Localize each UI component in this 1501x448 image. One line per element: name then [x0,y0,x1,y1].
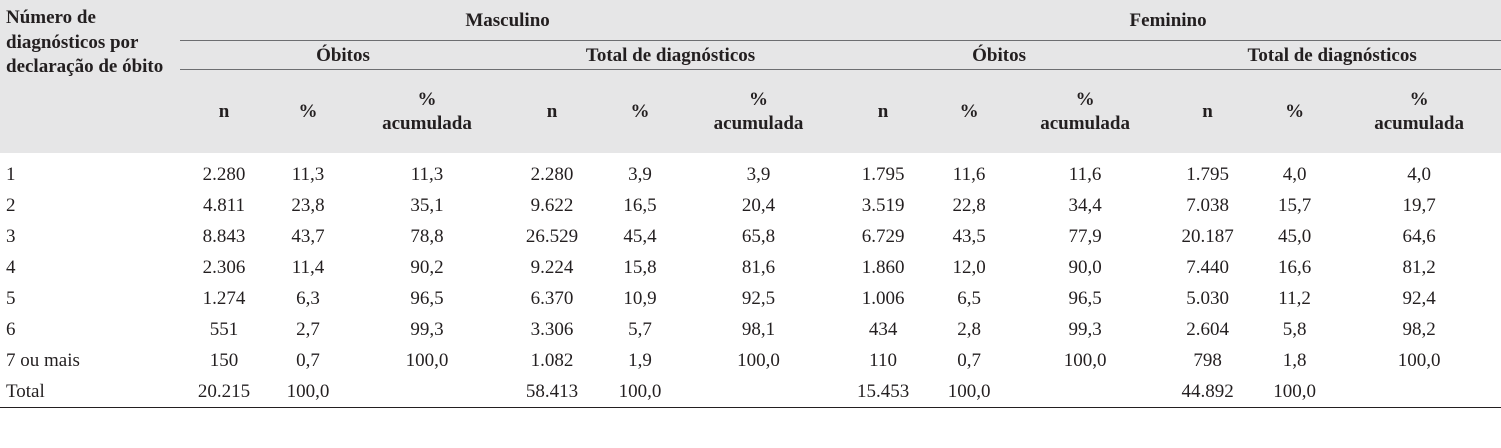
corner-header: Número de diagnósticos por declaração de óbito [0,0,180,153]
subgroup-header: Óbitos [180,41,506,70]
row-label: 5 [0,283,180,314]
table-cell: 1.082 [506,345,598,376]
table-cell: 20.215 [180,376,268,408]
table-row [0,314,1501,345]
table-cell: 43,5 [931,221,1007,252]
column-header: % acumulada [382,88,472,134]
table-cell: 2,8 [931,314,1007,345]
table-cell: 65,8 [682,221,835,252]
table-cell: 3.306 [506,314,598,345]
table-row [0,252,1501,283]
table-cell: 100,0 [1337,345,1501,376]
table-cell: 7.440 [1163,252,1252,283]
table-cell: 434 [835,314,931,345]
column-header: % [630,101,650,122]
table-cell: 3,9 [598,153,682,190]
column-header: n [1202,101,1213,122]
table-cell: 798 [1163,345,1252,376]
column-header: n [546,101,558,122]
group-header-masculino: Masculino [180,0,835,41]
table-cell: 1.860 [835,252,931,283]
table-cell: 92,5 [682,283,835,314]
table-cell: 19,7 [1337,190,1501,221]
table-cell: 100,0 [931,376,1007,408]
subgroup-header: Óbitos [835,41,1163,70]
table-cell: 2.280 [506,153,598,190]
table-cell [1007,376,1163,408]
table-cell: 23,8 [268,190,348,221]
table-cell: 2.280 [180,153,268,190]
table-cell: 2.306 [180,252,268,283]
table-cell: 99,3 [1007,314,1163,345]
row-label: 1 [0,153,180,190]
table-cell: 1.795 [835,153,931,190]
table-cell: 100,0 [1252,376,1337,408]
table-cell [348,376,506,408]
column-header: n [218,101,230,122]
table-cell: 34,4 [1007,190,1163,221]
table-cell: 110 [835,345,931,376]
table-cell: 22,8 [931,190,1007,221]
subgroup-header: Total de diagnósticos [1163,41,1501,70]
table-cell: 5.030 [1163,283,1252,314]
table-cell: 9.622 [506,190,598,221]
table-cell: 5,7 [598,314,682,345]
table-cell: 6.729 [835,221,931,252]
table-cell: 1,8 [1252,345,1337,376]
table-cell: 90,2 [348,252,506,283]
table-cell: 11,3 [348,153,506,190]
table-cell: 1.006 [835,283,931,314]
table-cell: 81,6 [682,252,835,283]
table-cell: 45,0 [1252,221,1337,252]
table-cell: 6.370 [506,283,598,314]
row-label: 3 [0,221,180,252]
table-cell: 6,3 [268,283,348,314]
table-cell: 11,6 [1007,153,1163,190]
table-cell: 98,1 [682,314,835,345]
column-header: n [877,101,889,122]
table-row [0,376,1501,408]
table-cell: 11,6 [931,153,1007,190]
table-cell: 0,7 [931,345,1007,376]
table-cell: 98,2 [1337,314,1501,345]
table-cell: 81,2 [1337,252,1501,283]
table-cell: 10,9 [598,283,682,314]
table-cell: 11,2 [1252,283,1337,314]
table-cell: 4,0 [1337,153,1501,190]
table-cell: 35,1 [348,190,506,221]
table-cell: 15.453 [835,376,931,408]
table-cell: 100,0 [268,376,348,408]
table-cell: 100,0 [1007,345,1163,376]
table-cell: 16,5 [598,190,682,221]
table-cell: 7.038 [1163,190,1252,221]
subgroup-header: Total de diagnósticos [506,41,835,70]
row-label: 4 [0,252,180,283]
table-cell: 15,8 [598,252,682,283]
table-cell: 3,9 [682,153,835,190]
table-cell: 9.224 [506,252,598,283]
table-cell: 20,4 [682,190,835,221]
table-cell: 4.811 [180,190,268,221]
table-cell: 12,0 [931,252,1007,283]
column-header-row [0,70,1501,154]
table-cell: 15,7 [1252,190,1337,221]
table-cell: 1,9 [598,345,682,376]
column-header: % acumulada [713,88,804,134]
table-cell: 100,0 [682,345,835,376]
table-cell: 96,5 [348,283,506,314]
table-row [0,221,1501,252]
table-cell: 58.413 [506,376,598,408]
table-cell: 100,0 [598,376,682,408]
table-cell [682,376,835,408]
column-header: % acumulada [1040,88,1130,134]
table-row [0,190,1501,221]
table-cell: 2.604 [1163,314,1252,345]
table-cell: 1.795 [1163,153,1252,190]
table-cell: 16,6 [1252,252,1337,283]
table-cell: 551 [180,314,268,345]
table-cell [1337,376,1501,408]
table-cell: 8.843 [180,221,268,252]
column-header: % [1285,101,1305,122]
table-cell: 4,0 [1252,153,1337,190]
table-cell: 11,3 [268,153,348,190]
table-cell: 26.529 [506,221,598,252]
row-label: 2 [0,190,180,221]
row-label: Total [0,376,180,408]
table-cell: 96,5 [1007,283,1163,314]
table-cell: 6,5 [931,283,1007,314]
table-cell: 0,7 [268,345,348,376]
table-cell: 77,9 [1007,221,1163,252]
column-header: % acumulada [1374,88,1464,134]
row-label: 6 [0,314,180,345]
table-cell: 20.187 [1163,221,1252,252]
table-cell: 3.519 [835,190,931,221]
table-cell: 43,7 [268,221,348,252]
row-label: 7 ou mais [0,345,180,376]
column-header: % [959,101,979,122]
table-cell: 78,8 [348,221,506,252]
table-cell: 45,4 [598,221,682,252]
table-cell: 44.892 [1163,376,1252,408]
table-cell: 11,4 [268,252,348,283]
table-cell: 150 [180,345,268,376]
table-cell: 100,0 [348,345,506,376]
table-cell: 92,4 [1337,283,1501,314]
table-row [0,345,1501,376]
column-header: % [298,101,318,122]
table-cell: 64,6 [1337,221,1501,252]
table-cell: 99,3 [348,314,506,345]
table-body [0,153,1501,408]
table-row [0,283,1501,314]
table-cell: 5,8 [1252,314,1337,345]
table-cell: 2,7 [268,314,348,345]
table-cell: 90,0 [1007,252,1163,283]
group-header-feminino: Feminino [835,0,1501,41]
table-row [0,153,1501,190]
table-cell: 1.274 [180,283,268,314]
